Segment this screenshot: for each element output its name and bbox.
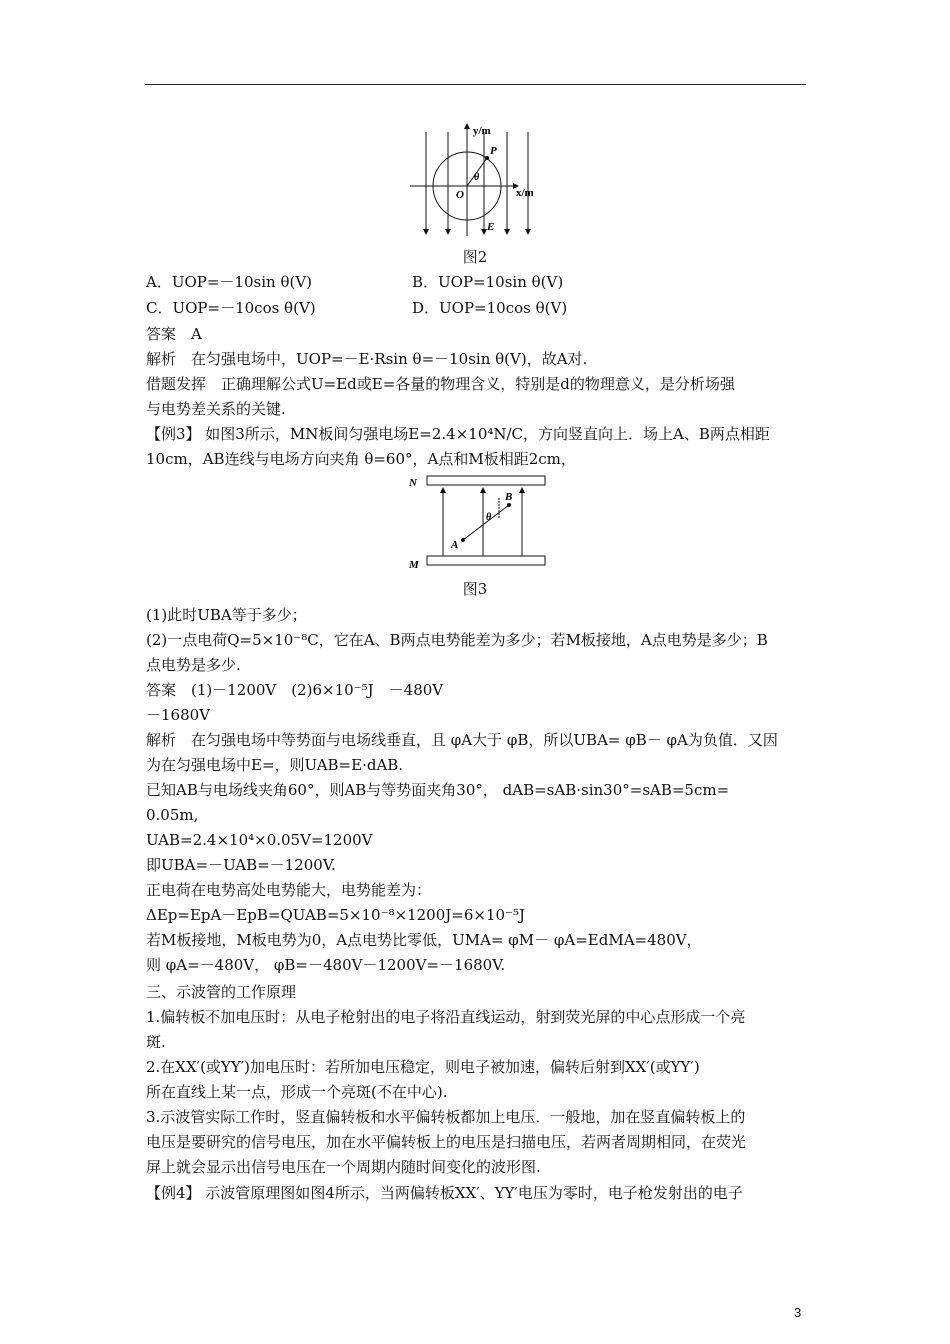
e-label: E — [487, 221, 495, 233]
example-3-title: 【例3】 如图3所示，MN板间匀强电场E=2.4×10⁴N/C，方向竖直向上．场上A、B两点相距 — [146, 425, 770, 443]
figure-3-caption: 图3 — [462, 580, 488, 598]
text-line: 为在匀强电场中E=，则UAB=E·dAB. — [146, 756, 404, 774]
m-label: M — [409, 559, 419, 571]
p-label: P — [490, 145, 497, 157]
text-line: 若M板接地，M板电势为0，A点电势比零低，UMA= φM－ φA=EdMA=480V， — [146, 931, 702, 949]
figure-2-diagram — [410, 118, 545, 240]
text-line: 10cm，AB连线与电场方向夹角 θ=60°，A点和M板相距2cm， — [146, 450, 576, 468]
analysis-line: 解析 在匀强电场中等势面与电场线垂直，且 φA大于 φB，所以UBA= φB－ φA为负值．又因 — [146, 731, 778, 749]
formula-line: ΔEp=EpA－EpB=QUAB=5×10⁻⁸×1200J=6×10⁻⁵J — [146, 906, 525, 924]
a-label: A — [451, 539, 459, 551]
text-line: 点电势是多少. — [146, 656, 241, 674]
origin-label: O — [456, 189, 464, 201]
text-line: 0.05m, — [146, 806, 199, 824]
text-line: 斑. — [146, 1033, 166, 1051]
y-axis-label: y/m — [473, 125, 491, 137]
page-number: 3 — [794, 1305, 802, 1320]
answer-line: 答案 A — [146, 325, 202, 343]
theta-label: θ — [474, 172, 480, 183]
n-label: N — [409, 477, 417, 489]
text-line: 屏上就会显示出信号电压在一个周期内随时间变化的波形图. — [146, 1158, 541, 1176]
option-d: D．UOP=10cos θ(V) — [412, 299, 568, 317]
plate-m — [427, 556, 545, 565]
header-rule — [145, 84, 806, 85]
text-line: 正电荷在电势高处电势能大，电势能差为： — [146, 881, 432, 899]
answer-line: 答案 (1)－1200V (2)6×10⁻⁵J －480V — [146, 681, 444, 699]
x-axis-label: x/m — [516, 187, 534, 199]
text-line: 已知AB与电场线夹角60°，则AB与等势面夹角30°， dAB=sAB·sin30°=sAB=5cm= — [146, 781, 730, 799]
example-4-title: 【例4】 示波管原理图如图4所示，当两偏转板XX′、YY′电压为零时，电子枪发射出的电子 — [146, 1184, 743, 1202]
point-b — [507, 503, 511, 507]
question-1: (1)此时UBA等于多少； — [146, 606, 307, 624]
option-c: C．UOP=－10cos θ(V) — [146, 299, 316, 317]
text-line: 3.示波管实际工作时，竖直偏转板和水平偏转板都加上电压．一般地，加在竖直偏转板上的 — [146, 1108, 746, 1126]
text-line: 电压是要研究的信号电压，加在水平偏转板上的电压是扫描电压，若两者周期相同，在荧光 — [146, 1133, 747, 1151]
b-label: B — [505, 491, 513, 503]
text-line: 与电势差关系的关键. — [146, 400, 286, 418]
option-b: B．UOP=10sin θ(V) — [412, 273, 564, 291]
text-line: 所在直线上某一点，形成一个亮斑(不在中心). — [146, 1083, 448, 1101]
point-p — [485, 156, 489, 160]
section-heading: 三、示波管的工作原理 — [146, 983, 297, 1001]
figure-3-diagram — [405, 470, 550, 572]
text-line: 1.偏转板不加电压时：从电子枪射出的电子将沿直线运动，射到荧光屏的中心点形成一个亮 — [146, 1008, 746, 1026]
text-line: 2.在XX′(或YY′)加电压时：若所加电压稳定，则电子被加速，偏转后射到XX′(或YY′) — [146, 1058, 700, 1076]
text-line: －1680V — [146, 706, 211, 724]
formula-line: UAB=2.4×10⁴×0.05V=1200V — [146, 831, 373, 849]
figure-2-caption: 图2 — [462, 248, 488, 266]
theta-label: θ — [486, 512, 492, 523]
analysis-line: 解析 在匀强电场中，UOP=－E·Rsin θ=－10sin θ(V)，故A对. — [146, 350, 588, 368]
point-a — [461, 538, 465, 542]
formula-line: 即UBA=－UAB=－1200V. — [146, 856, 336, 874]
plate-n — [427, 476, 545, 485]
text-line: 借题发挥 正确理解公式U=Ed或E=各量的物理含义，特别是d的物理意义，是分析场强 — [146, 375, 735, 393]
question-2: (2)一点电荷Q=5×10⁻⁸C，它在A、B两点电势能差为多少；若M板接地，A点电势是多少；B — [146, 631, 768, 649]
option-a: A．UOP=－10sin θ(V) — [146, 273, 313, 291]
formula-line: 则 φA=－480V， φB=－480V－1200V=－1680V. — [146, 956, 506, 974]
